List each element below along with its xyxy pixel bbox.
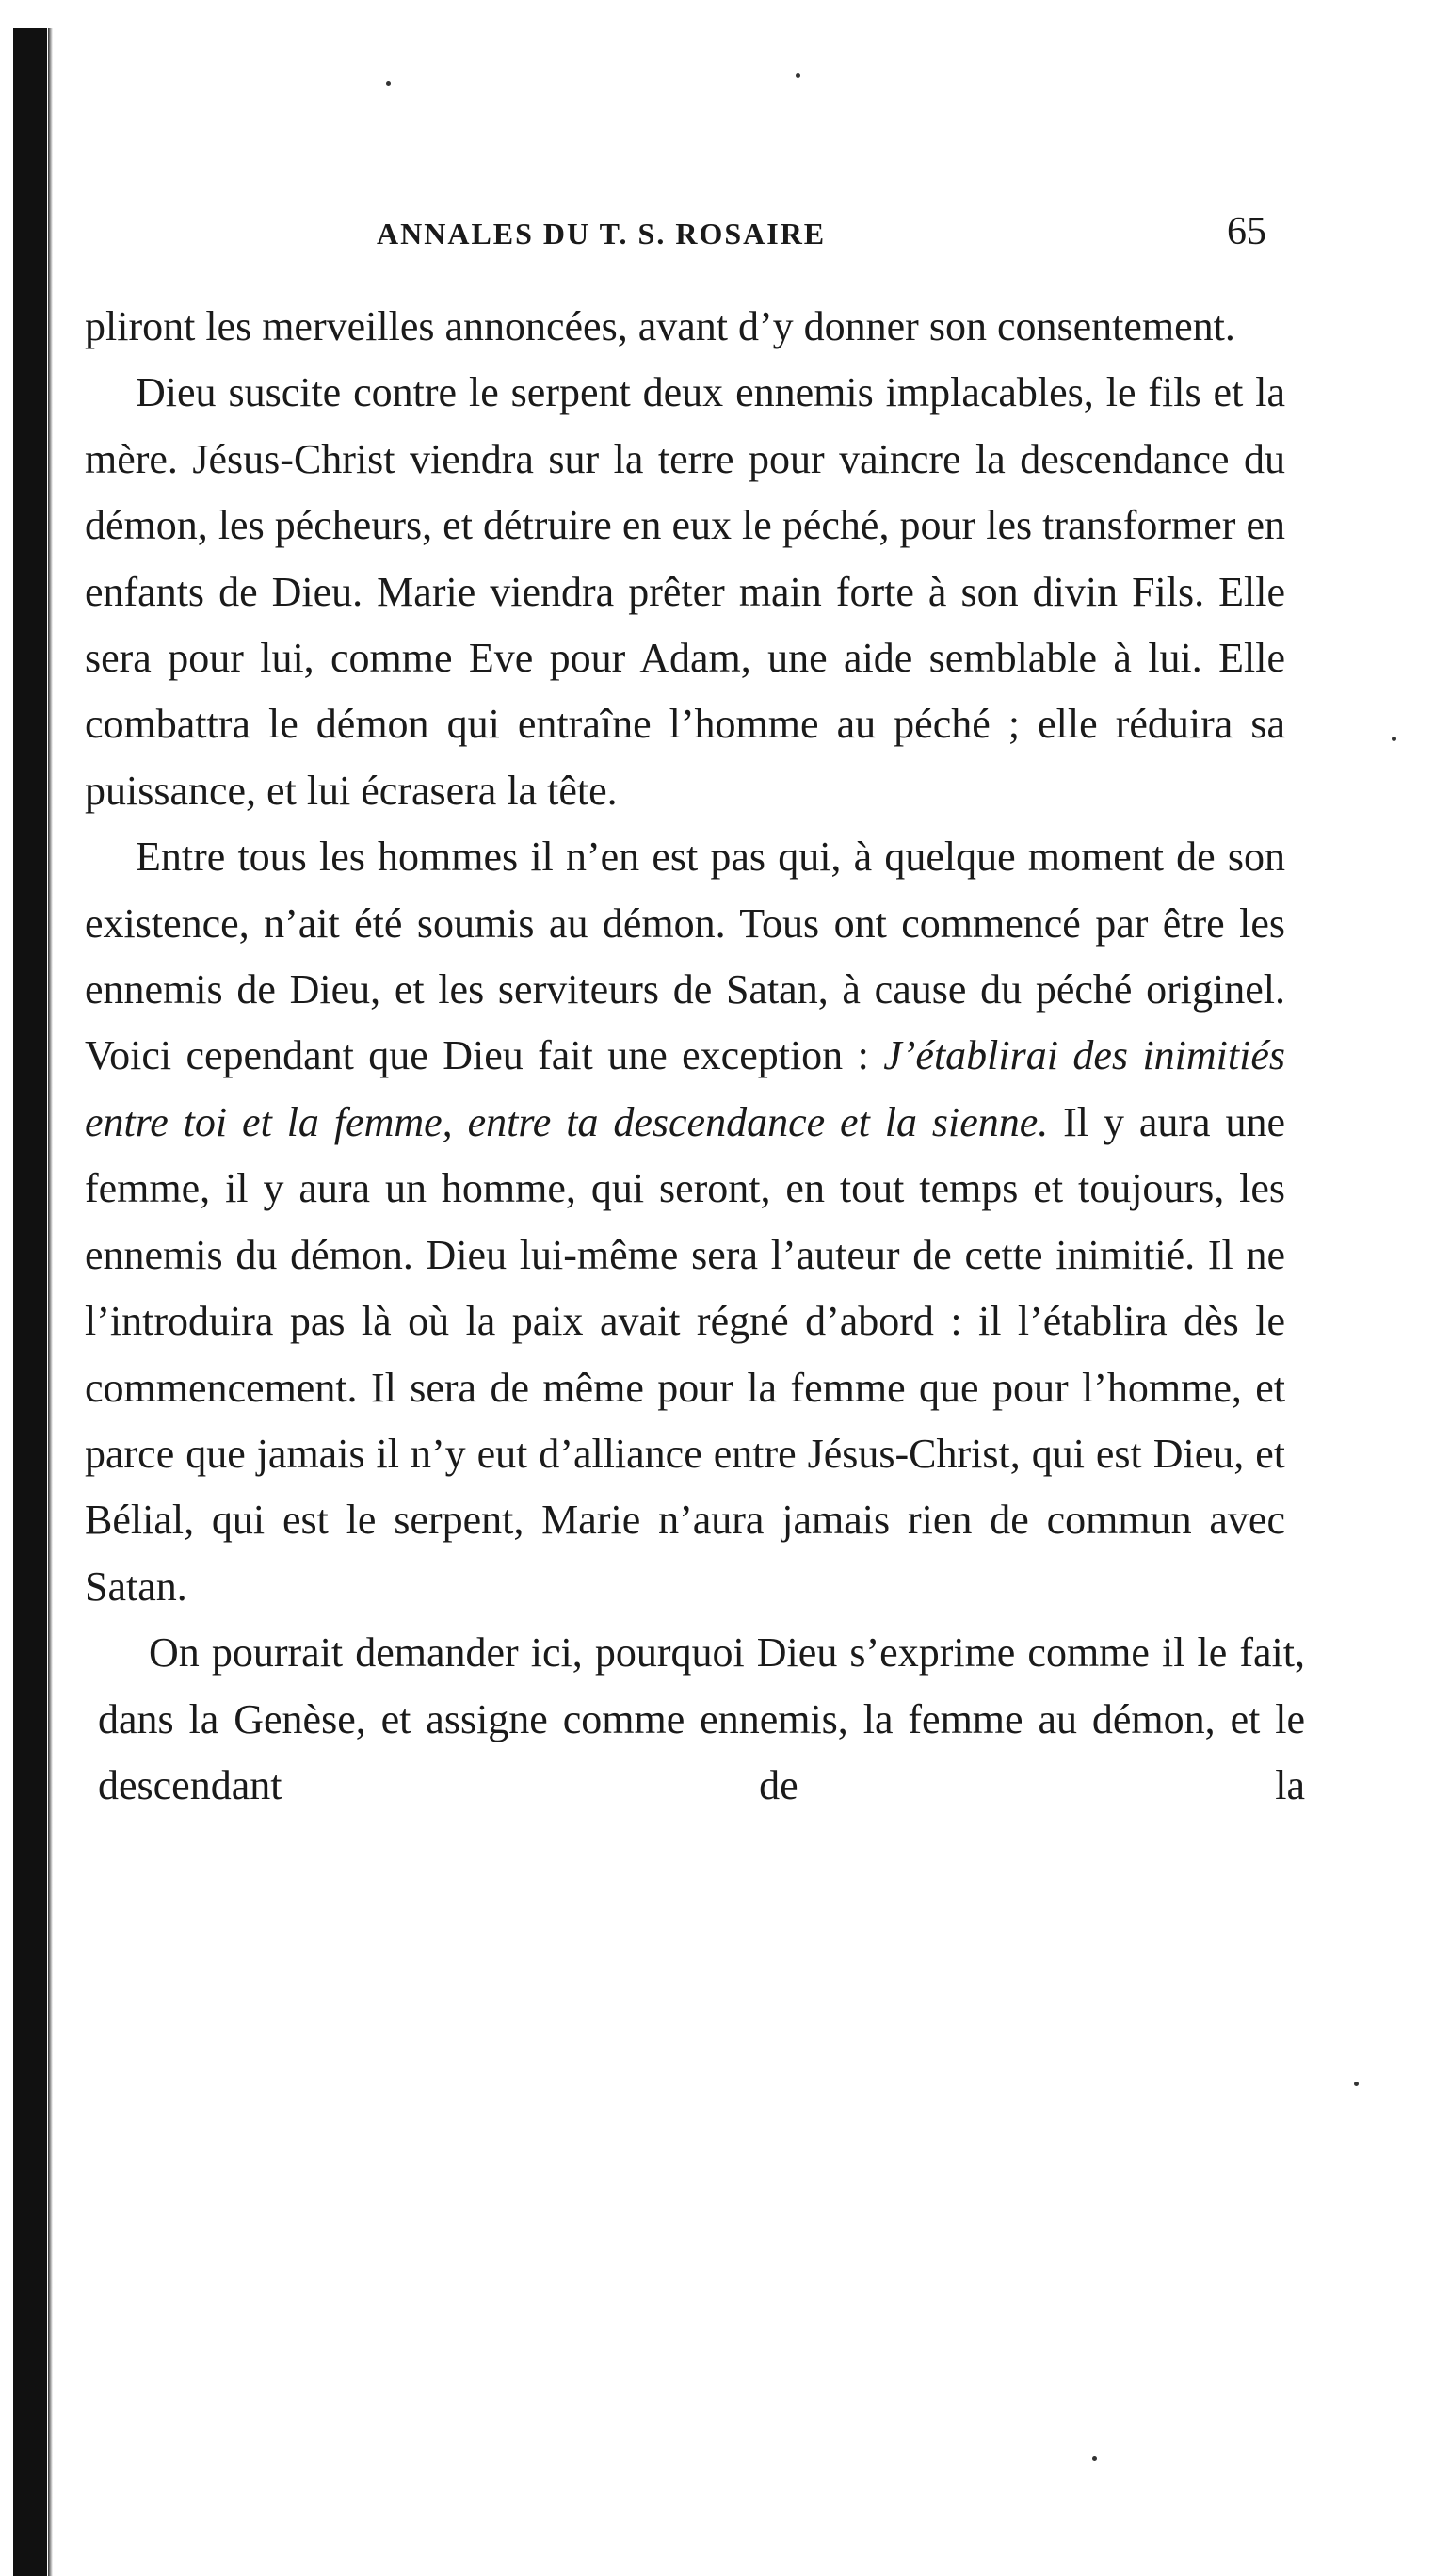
print-speck <box>386 81 391 86</box>
print-speck <box>1354 2082 1359 2086</box>
genesis-quote: J’établirai des inimitiés entre toi et la femme, entre ta descendance et la sienne. <box>85 1032 1286 1145</box>
print-speck <box>796 73 800 78</box>
paragraph-2: Dieu suscite contre le serpent deux ennemis implacables, le fils et la mère. Jésus-Christ viendra sur la terre pour vaincre la descendance du démon, les pécheurs, et détruire en eux le péché, pour les transformer en enfants de Dieu. Marie viendra prêter main forte à son divin Fils. Elle sera pour lui, comme Eve pour Adam, une aide semblable à lui. Elle combattra le démon qui entraîne l’homme au péché ; elle réduira sa puissance, et lui écrasera la tête. <box>85 369 1285 814</box>
paragraph-1: pliront les merveilles annoncées, avant d’y donner son consentement. <box>85 303 1235 349</box>
running-title: ANNALES DU T. S. ROSAIRE <box>377 217 827 251</box>
paragraph-3-text-before: Entre tous les hommes il n’en est pas qui, à quelque moment de son existence, n’ait été soumis au démon. Tous ont commencé par être les ennemis de Dieu, et les serviteurs de Satan, à cause du péché originel. Voici cependant que Dieu fait une exception : <box>85 834 1285 1079</box>
paragraph-3-text-after: Il y aura une femme, il y aura un homme, qui seront, en tout temps et toujours, les ennemis du démon. Dieu lui-même sera l’auteur de cette inimitié. Il ne l’introduira pas là où la paix avait régné d’abord : il l’établira dès le commencement. Il sera de même pour la femme que pour l’homme, et parce que jamais il n’y eut d’alliance entre Jésus-Christ, qui est Dieu, et Bélial, qui est le serpent, Marie n’aura jamais rien de commun avec Satan. <box>85 1098 1285 1610</box>
page-header <box>85 209 1285 266</box>
paragraph-3 <box>85 824 1285 1620</box>
paragraph-4: On pourrait demander ici, pourquoi Dieu s’exprime comme il le fait, dans la Genèse, et assigne comme ennemis, la femme au démon, et le descendant de la <box>98 1629 1305 1808</box>
page-number: 65 <box>1227 210 1266 253</box>
print-speck <box>1392 737 1396 741</box>
body-text <box>85 294 1305 1819</box>
print-speck <box>1092 2456 1097 2461</box>
book-binding-edge <box>13 28 47 2576</box>
